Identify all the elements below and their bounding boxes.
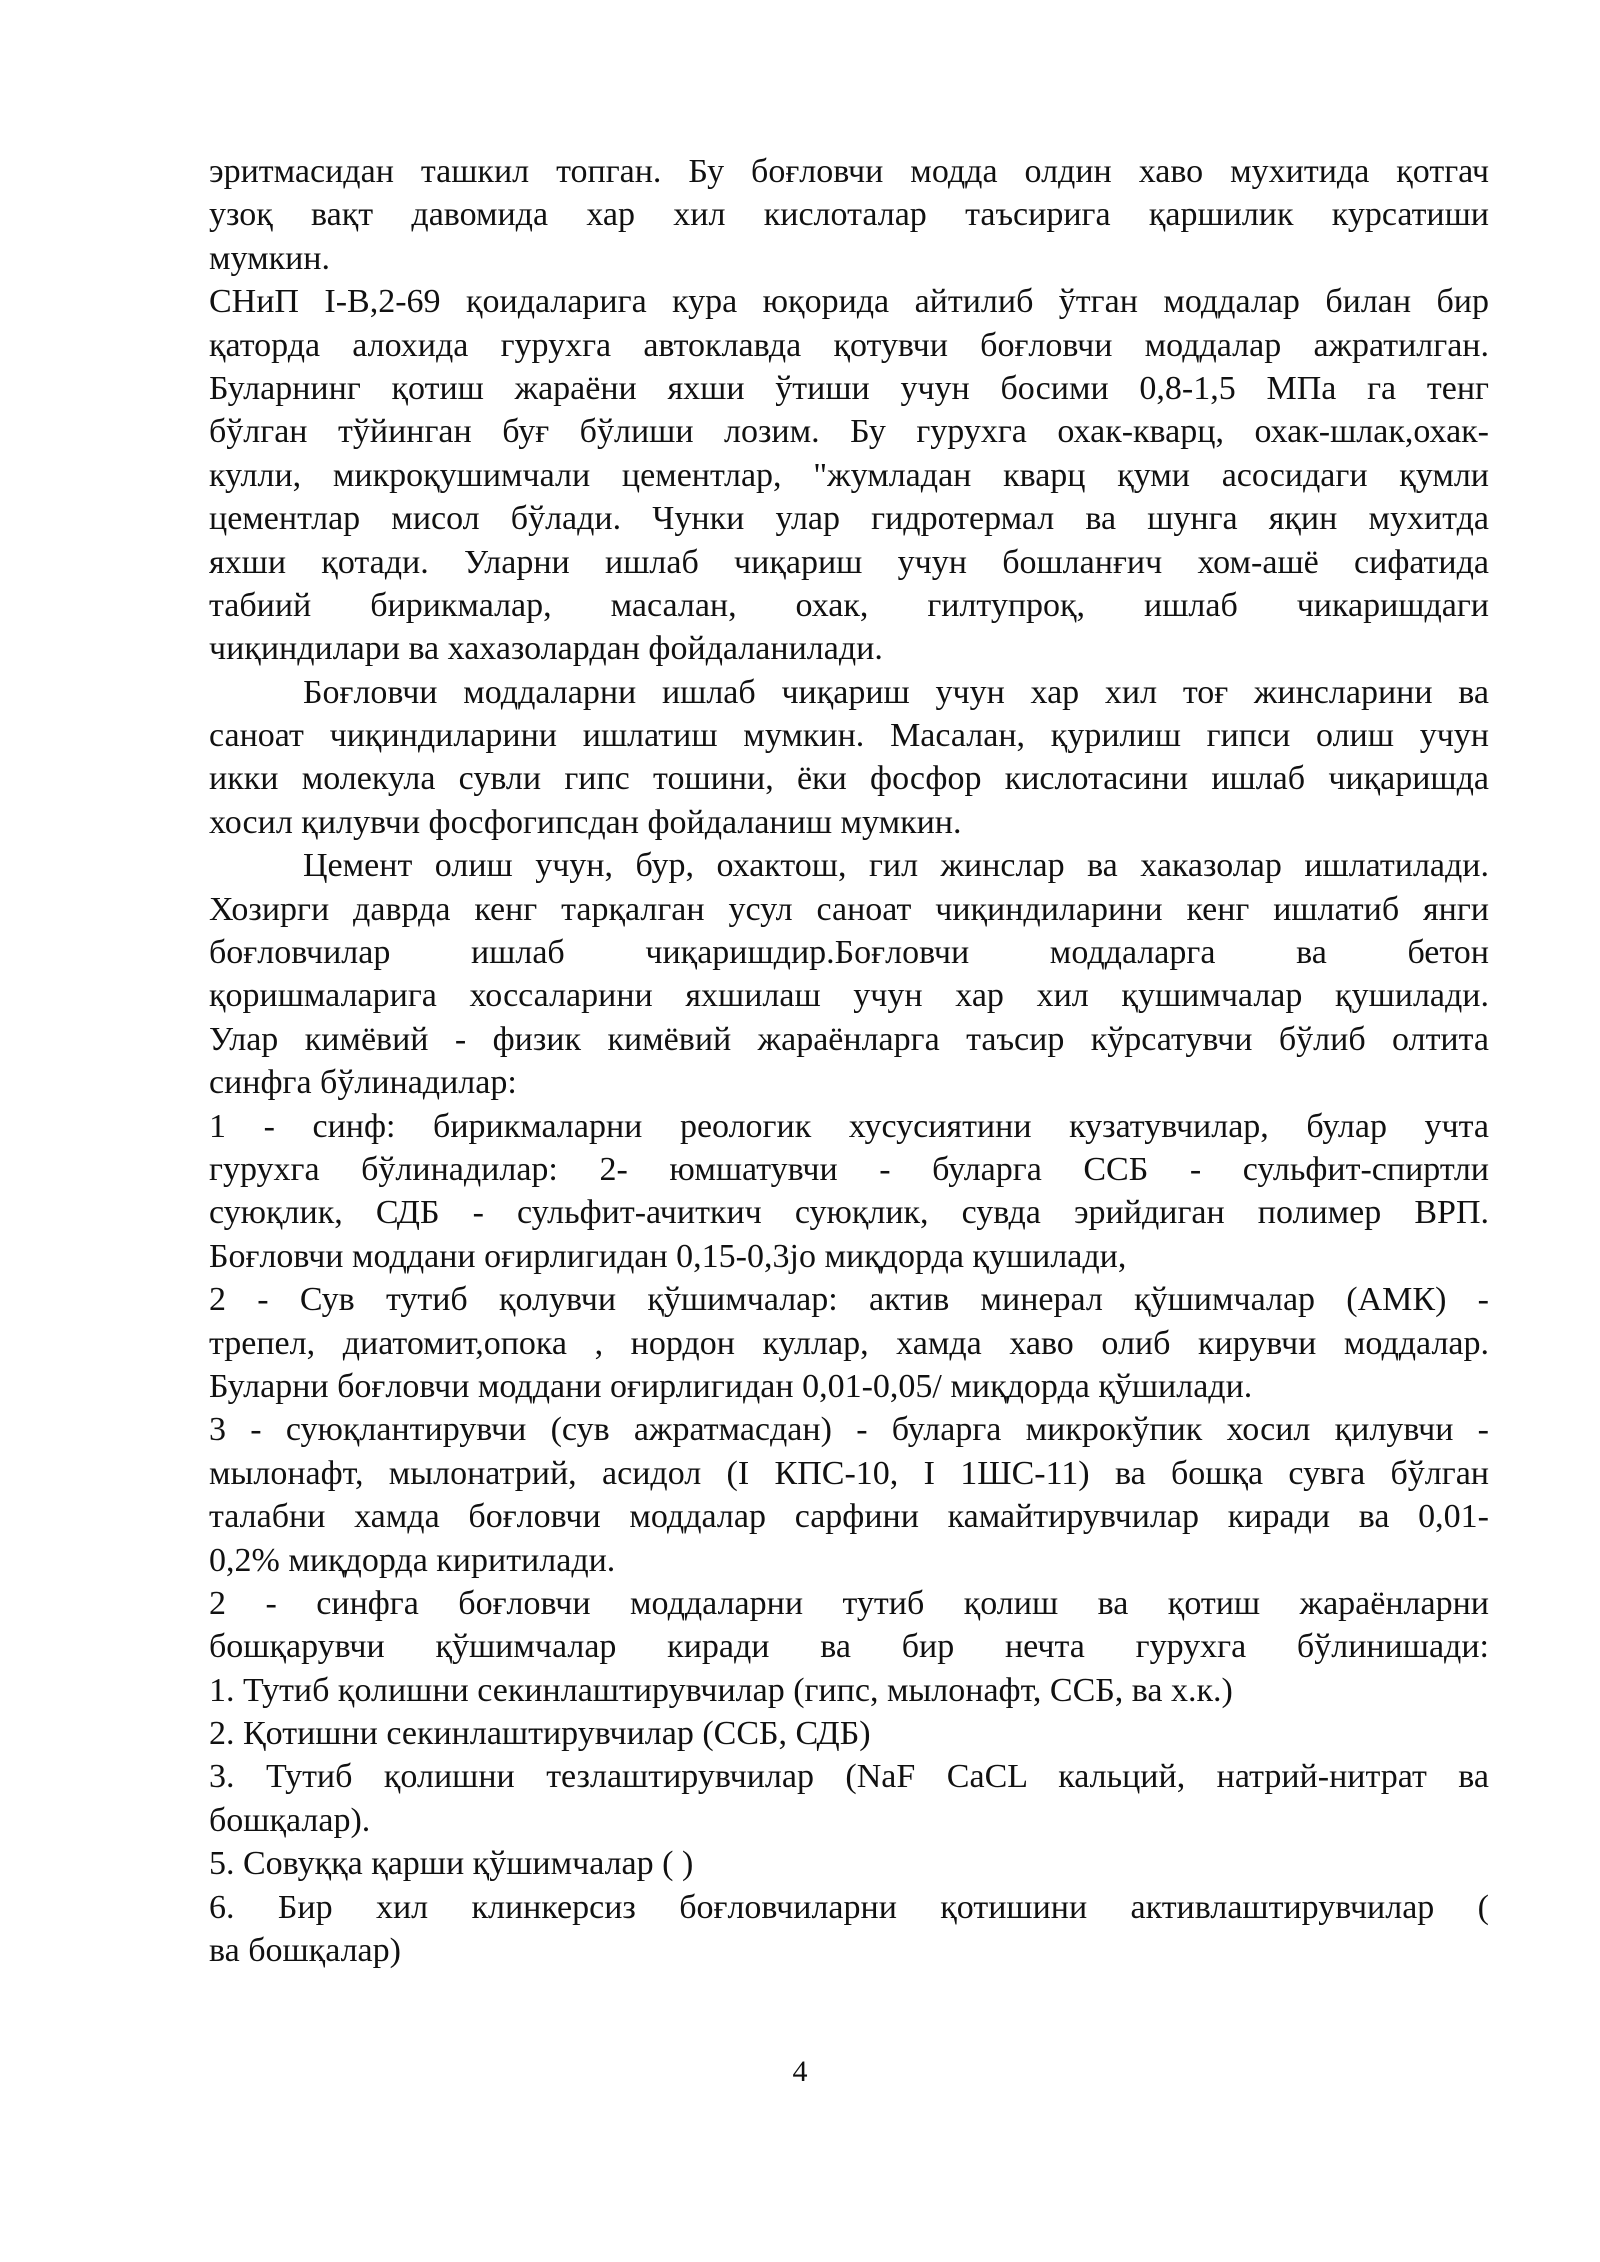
text-line: Улар кимёвий - физик кимёвий жараёнларга таъсир кўрсатувчи бўлиб олтита	[209, 1020, 1489, 1058]
text-line: 2. Қотишни секинлаштирувчилар (ССБ, СДБ)	[209, 1715, 871, 1753]
text-line: 5. Совуққа қарши қўшимчалар ( )	[209, 1845, 694, 1883]
text-line: Боғловчи моддаларни ишлаб чиқариш учун хар хил тоғ жинсларини ва	[303, 673, 1489, 711]
text-line: қаторда алохида гурухга автоклавда қотувчи боғловчи моддалар ажратилган.	[209, 326, 1489, 364]
text-line: 2 - синфга боғловчи моддаларни тутиб қолиш ва қотиш жараёнларни	[209, 1584, 1489, 1622]
text-line: кулли, микроқушимчали цементлар, "жумладан кварц қуми асосидаги қумли	[209, 456, 1489, 494]
text-line: 3. Тутиб қолишни тезлаштирувчилар (NaF CaCL кальций, натрий-нитрат ва	[209, 1758, 1489, 1796]
text-line: 1. Тутиб қолишни секинлаштирувчилар (гипс, мылонафт, ССБ, ва х.к.)	[209, 1671, 1233, 1709]
text-line: синфга бўлинадилар:	[209, 1064, 517, 1102]
text-line: гурухга бўлинадилар: 2- юмшатувчи - буларга ССБ - сульфит-спиртли	[209, 1150, 1489, 1188]
text-line: Хозирги даврда кенг тарқалган усул саноат чиқиндиларини кенг ишлатиб янги	[209, 890, 1489, 928]
text-line: саноат чиқиндиларини ишлатиш мумкин. Масалан, қурилиш гипси олиш учун	[209, 717, 1489, 755]
text-line: боғловчилар ишлаб чиқаришдир.Боғловчи моддаларга ва бетон	[209, 934, 1489, 972]
page-number: 4	[792, 2055, 808, 2088]
text-line: 0,2% миқдорда киритилади.	[209, 1541, 616, 1579]
text-line: узоқ вақт давомида хар хил кислоталар таъсирига қаршилик курсатиши	[209, 196, 1489, 234]
text-line: Боғловчи моддани оғирлигидан 0,15-0,3јо миқдорда қушилади,	[209, 1237, 1127, 1275]
text-line: қоришмаларига хоссаларини яхшилаш учун хар хил қушимчалар қушилади.	[209, 977, 1489, 1015]
text-line: трепел, диатомит,опока , нордон куллар, хамда хаво олиб кирувчи моддалар.	[209, 1324, 1489, 1362]
text-line: ва бошқалар)	[209, 1932, 401, 1970]
text-line: 1 - синф: бирикмаларни реологик хусусиятини кузатувчилар, булар учта	[209, 1107, 1489, 1145]
text-line: табиий бирикмалар, масалан, охак, гилтупроқ, ишлаб чикаришдаги	[209, 586, 1489, 624]
page-body	[209, 150, 1489, 1972]
text-line: Цемент олиш учун, бур, охактош, гил жинслар ва хаказолар ишлатилади.	[303, 847, 1489, 885]
text-line: СНиП I-В,2-69 қоидаларига кура юқорида айтилиб ўтган моддалар билан бир	[209, 283, 1489, 321]
text-line: Буларнинг қотиш жараёни яхши ўтиши учун босими 0,8-1,5 МПа га тенг	[209, 369, 1489, 407]
text-line: 6. Бир хил клинкерсиз боғловчиларни қотишини активлаштирувчилар (	[209, 1888, 1489, 1926]
text-line: яхши қотади. Уларни ишлаб чиқариш учун бошланғич хом-ашё сифатида	[209, 543, 1489, 581]
text-line: 3 - суюқлантирувчи (сув ажратмасдан) - буларга микрокўпик хосил қилувчи -	[209, 1411, 1489, 1449]
text-line: эритмасидан ташкил топган. Бу боғловчи модда олдин хаво мухитида қотгач	[209, 153, 1489, 190]
text-line: бошқарувчи қўшимчалар киради ва бир нечта гурухга бўлинишади:	[209, 1628, 1489, 1666]
text-line: хосил қилувчи фосфогипсдан фойдаланиш мумкин.	[209, 803, 962, 841]
text-line: талабни хамда боғловчи моддалар сарфини камайтирувчилар киради ва 0,01-	[209, 1498, 1489, 1536]
text-line: икки молекула сувли гипс тошини, ёки фосфор кислотасини ишлаб чиқаришда	[209, 760, 1489, 798]
text-line: Буларни боғловчи моддани оғирлигидан 0,01-0,05/ миқдорда қўшилади.	[209, 1367, 1253, 1405]
text-line: 2 - Сув тутиб қолувчи қўшимчалар: актив минерал қўшимчалар (АМК) -	[209, 1281, 1489, 1319]
text-line: бўлган тўйинган буғ бўлиши лозим. Бу гурухга охак-кварц, охак-шлак,охак-	[209, 413, 1489, 451]
text-line: бошқалар).	[209, 1801, 371, 1839]
text-line: цементлар мисол бўлади. Чунки улар гидротермал ва шунга яқин мухитда	[209, 500, 1489, 538]
text-line: мылонафт, мылонатрий, асидол (I КПС-10, I 1ШС-11) ва бошқа сувга бўлган	[209, 1454, 1489, 1492]
text-line: мумкин.	[209, 239, 330, 277]
text-line: чиқиндилари ва хахазолардан фойдаланилади.	[209, 630, 883, 668]
text-line: суюқлик, СДБ - сульфит-ачиткич суюқлик, сувда эрийдиган полимер ВРП.	[209, 1194, 1489, 1232]
